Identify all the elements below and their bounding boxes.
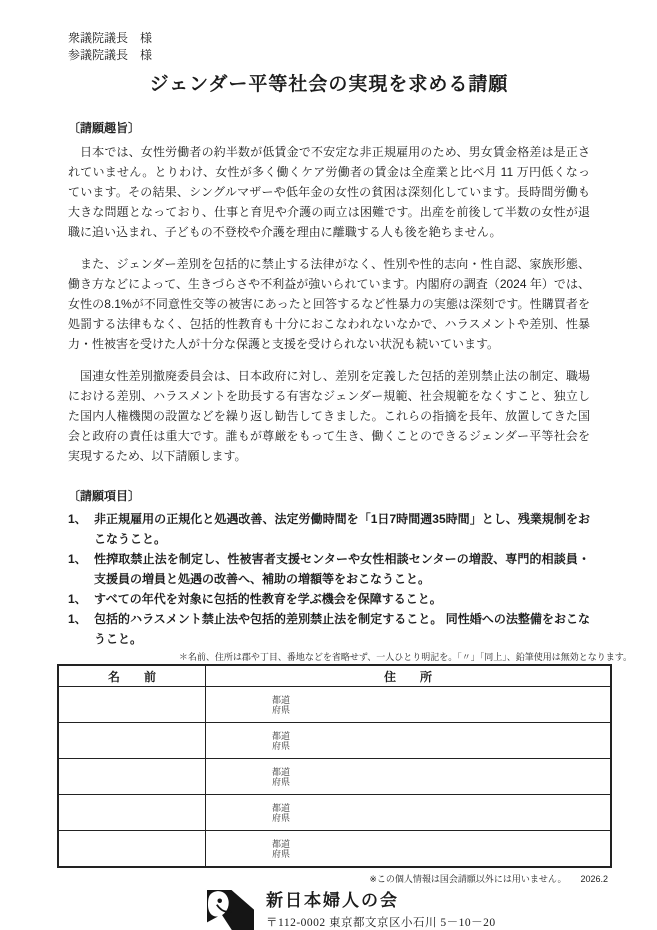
name-cell [59,687,206,722]
privacy-note: ※この個人情報は国会請願以外には用いません。 [369,874,567,884]
address-cell [206,687,610,722]
item-text: 非正規雇用の正規化と処遇改善、法定労働時間を「1日7時間週35時間」とし、残業規制をおこなうこと。 [94,512,590,546]
table-row [59,723,610,759]
organization-text [266,890,496,930]
privacy-note-row [68,873,608,885]
purpose-heading: 〔請願趣旨〕 [68,121,141,135]
item-text: 性搾取禁止法を制定し、性被害者支援センターや女性相談センターの増設、専門的相談員・支援員の増員と処遇の改善へ、補助の増額等をおこなうこと。 [94,552,590,586]
petition-item-4 [68,609,590,649]
organization-name: 新日本婦人の会 [266,891,399,910]
address-cell [206,723,610,758]
item-marker: 1、 [68,612,87,626]
petition-item-1 [68,509,590,549]
address-cell [206,831,610,866]
petition-items [68,509,590,649]
item-marker: 1、 [68,552,87,566]
name-header-cell: 名 前 [59,666,206,686]
item-text: すべての年代を対象に包括的性教育を学ぶ機会を保障すること。 [94,592,442,606]
address-cell [206,795,610,830]
name-cell [59,759,206,794]
dove-logo-icon [207,890,254,930]
item-text: 包括的ハラスメント禁止法や包括的差別禁止法を制定すること。 同性婚への法整備をおこなうこと。 [94,612,590,646]
purpose-paragraph-1: 日本では、女性労働者の約半数が低賃金で不安定な非正規雇用のため、男女賃金格差は是正されていません。とりわけ、女性が多く働くケア労働者の賃金は全産業と比べ月 11 万円低くなっています。その結果、シングルマザーや低年金の女性の貧困は深刻化しています。長時間労働も大きな問題となっており、仕事と育児や介護の両立は困難です。出産を前後して半数の女性が退職に追い込まれ、子どもの不登校や介護を理由に離職する人も後を絶ちません。 [68,145,590,239]
prefecture-label: 都道 府県 [272,730,291,751]
item-marker: 1、 [68,512,87,526]
petition-item-2 [68,549,590,589]
table-row [59,795,610,831]
petition-item-3 [68,589,590,609]
table-row [59,831,610,866]
petition-title: ジェンダー平等社会の実現を求める請願 [149,74,509,95]
name-cell [59,831,206,866]
item-marker: 1、 [68,592,87,606]
address-cell [206,759,610,794]
prefecture-label: 都道 府県 [272,766,291,787]
name-cell [59,723,206,758]
table-row [59,759,610,795]
name-cell [59,795,206,830]
organization-address: 〒112-0002 東京都文京区小石川 5－10－20 [266,917,496,929]
issue-date: 2026.2 [580,874,608,884]
table-header-row [59,666,610,687]
addressee-lower-house: 衆議院議長 様 [68,31,153,45]
items-heading: 〔請願項目〕 [68,489,141,503]
addressee-upper-house: 参議院議長 様 [68,48,153,62]
prefecture-label: 都道 府県 [272,802,291,823]
purpose-paragraph-2: また、ジェンダー差別を包括的に禁止する法律がなく、性別や性的志向・性自認、家族形態、働き方などによって、生きづらさや不利益が強いられています。内閣府の調査（2024 年）では、女性の8.1%が不同意性交等の被害にあったと回答するなど性暴力の実態は深刻です。性購買者を処罰する法律もなく、包括的性教育も十分におこなわれないなかで、ハラスメントや差別、性暴力・性被害を受けた人が十分な保護と支援を受けられない状況も続いています。 [68,257,590,351]
signature-table [57,664,612,868]
table-row [59,687,610,723]
purpose-paragraph-3: 国連女性差別撤廃委員会は、日本政府に対し、差別を定義した包括的差別禁止法の制定、職場における差別、ハラスメントを助長する有害なジェンダー規範、社会規範をなくすこと、独立した国内人権機関の設置などを繰り返し勧告してきました。これらの指摘を長年、放置してきた国会と政府の責任は重大です。誰もが尊厳をもって生き、働くことのできるジェンダー平等社会を実現するため、以下請願します。 [68,369,590,463]
table-instruction-note: ＊名前、住所は郡や丁目、番地などを省略せず、一人ひとり明記を。「〃」「同上」、鉛筆使用は無効となります。 [178,652,632,662]
organization-block [207,890,590,930]
prefecture-label: 都道 府県 [272,694,291,715]
prefecture-label: 都道 府県 [272,838,291,859]
address-header-cell: 住 所 [383,669,432,684]
